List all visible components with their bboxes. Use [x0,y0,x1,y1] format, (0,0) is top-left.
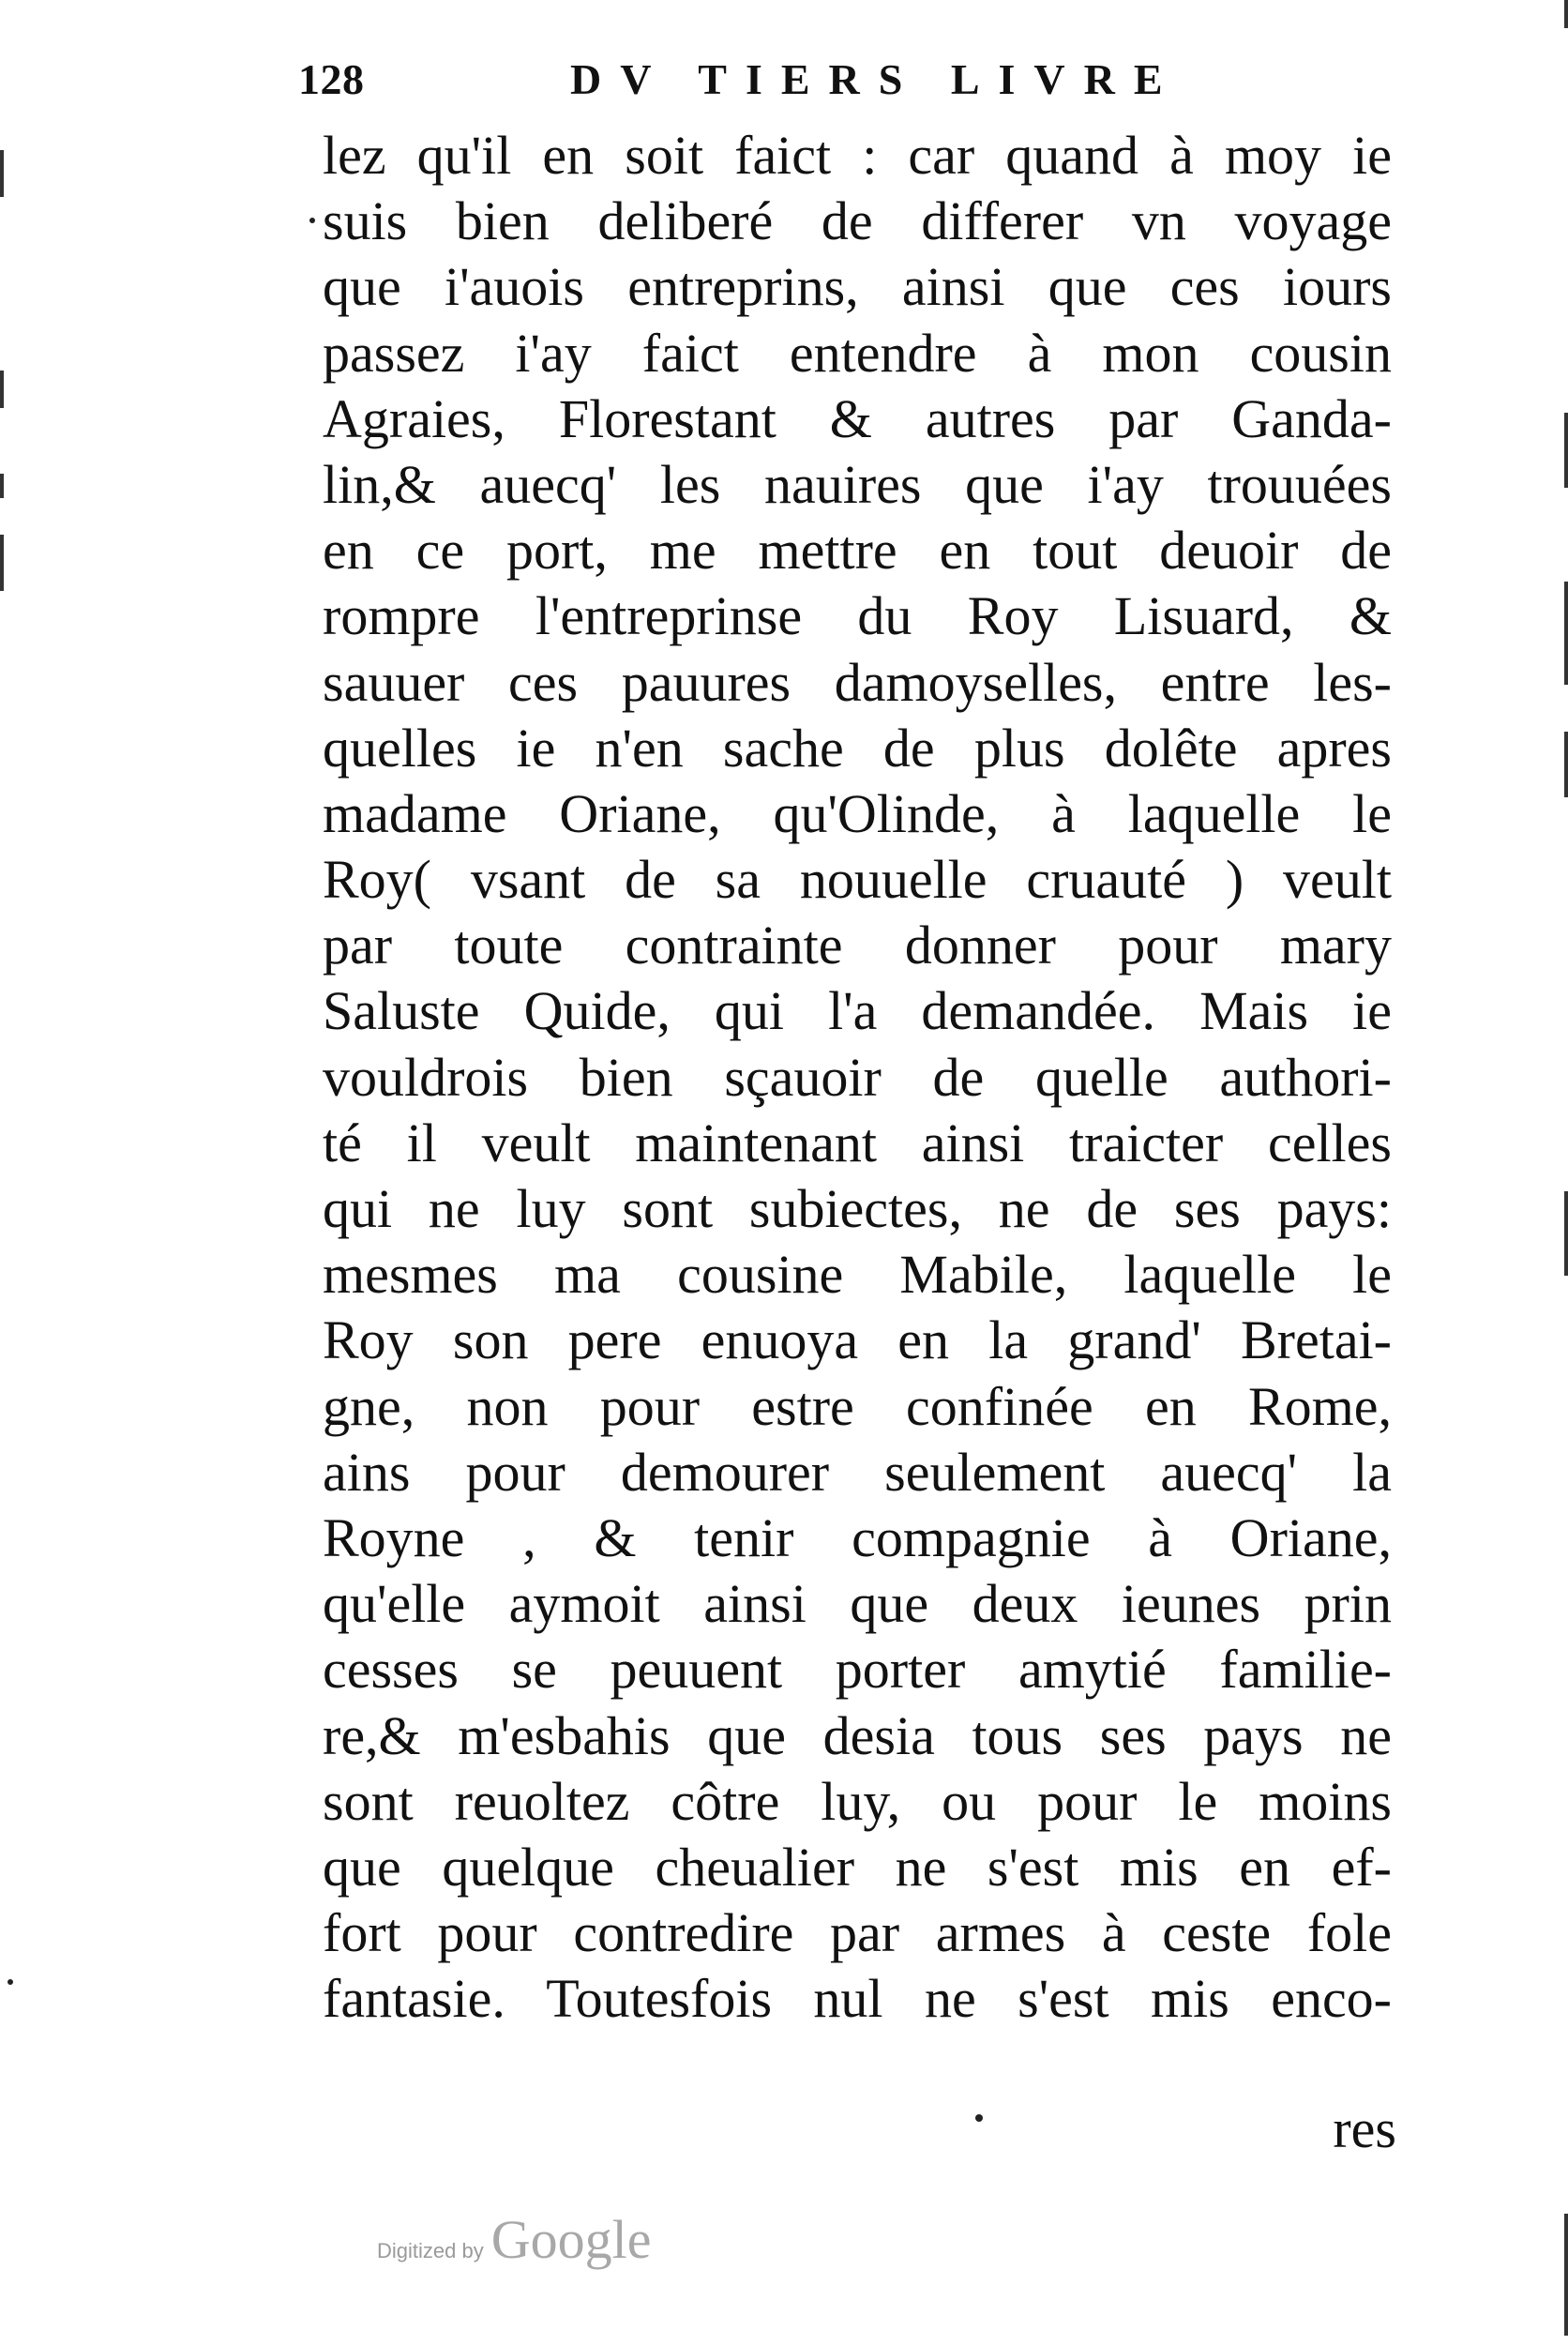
text-line: ains pour demourer seulement auecq' la [323,1441,1392,1503]
margin-edge-mark [0,535,4,591]
body-text [323,123,1392,2032]
text-line: Roy son pere enuoya en la grand' Bretai- [323,1309,1392,1371]
text-line: en ce port, me mettre en tout deuoir de [323,520,1392,582]
text-line: que quelque cheualier ne s'est mis en ef- [323,1836,1392,1898]
margin-edge-mark [1564,582,1568,685]
text-line: cesses se peuuent porter amytié familie- [323,1639,1392,1701]
text-line: suis bien deliberé de differer vn voyage [323,190,1392,252]
text-line: Royne , & tenir compagnie à Oriane, [323,1506,1392,1568]
text-line: re,& m'esbahis que desia tous ses pays ne [323,1704,1392,1766]
margin-edge-mark [0,474,4,498]
margin-edge-mark [1564,0,1568,28]
google-logo: Google [490,2209,652,2270]
catchword: res [1333,2098,1396,2159]
text-line: Agraies, Florestant & autres par Ganda- [323,387,1392,449]
text-line: lin,& auecq' les nauires que i'ay trouuées [323,453,1392,515]
page-number: 128 [298,55,365,103]
google-digitized-watermark [377,2208,651,2274]
text-line: qui ne luy sont subiectes, ne de ses pays: [323,1178,1392,1239]
ink-speck [309,218,315,223]
margin-edge-mark [0,371,4,408]
text-line: Roy( vsant de sa nouuelle cruauté ) veult [323,849,1392,911]
text-line: sauuer ces pauures damoyselles, entre les- [323,651,1392,713]
margin-edge-mark [1564,1191,1568,1276]
ink-speck [975,2114,983,2122]
text-line: lez qu'il en soit faict : car quand à moy ie [323,125,1392,186]
watermark-prefix: Digitized by [377,2239,484,2262]
text-line: que i'auois entreprins, ainsi que ces iours [323,256,1392,318]
text-line: quelles ie n'en sache de plus dolête apres [323,717,1392,779]
margin-edge-mark [1564,413,1568,488]
text-line: sont reuoltez côtre luy, ou pour le moins [323,1770,1392,1832]
text-line: qu'elle aymoit ainsi que deux ieunes prin [323,1573,1392,1635]
ink-speck [8,1979,13,1985]
text-line: mesmes ma cousine Mabile, laquelle le [323,1244,1392,1306]
text-line: té il veult maintenant ainsi traicter celles [323,1112,1392,1173]
text-line: fort pour contredire par armes à ceste fole [323,1902,1392,1964]
page-header [298,54,1397,120]
margin-edge-mark [0,150,4,197]
text-line: rompre l'entreprinse du Roy Lisuard, & [323,585,1392,647]
running-title: DV TIERS LIVRE [570,55,1182,103]
margin-edge-mark [1564,2214,1568,2336]
text-line: fantasie. Toutesfois nul ne s'est mis enco- [323,1968,1392,2030]
text-line: par toute contrainte donner pour mary [323,915,1392,976]
text-line: madame Oriane, qu'Olinde, à laquelle le [323,782,1392,844]
text-line: passez i'ay faict entendre à mon cousin [323,322,1392,384]
margin-edge-mark [1564,732,1568,797]
text-line: Saluste Quide, qui l'a demandée. Mais ie [323,980,1392,1042]
text-line: gne, non pour estre confinée en Rome, [323,1375,1392,1437]
text-line: vouldrois bien sçauoir de quelle authori- [323,1046,1392,1108]
